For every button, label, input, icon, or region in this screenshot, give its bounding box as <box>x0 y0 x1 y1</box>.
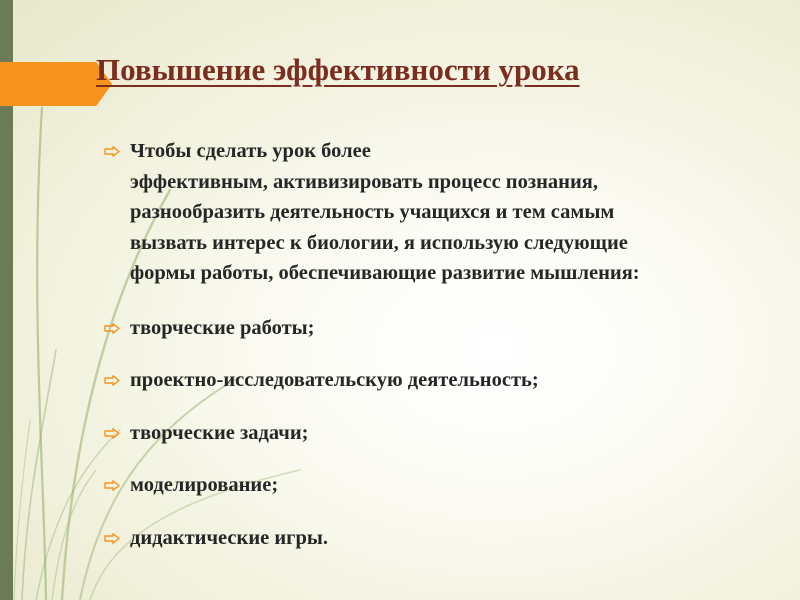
intro-line: вызвать интерес к биологии, я использую следующие <box>130 231 628 254</box>
list-item-text: творческие задачи; <box>130 421 309 444</box>
list-item <box>104 523 764 554</box>
right-arrow-outline-icon <box>104 428 120 439</box>
right-arrow-outline-icon <box>104 146 120 157</box>
right-arrow-outline-icon <box>104 323 120 334</box>
content-list <box>104 136 764 575</box>
list-item <box>104 313 764 344</box>
intro-line: эффективным, активизировать процесс познания, <box>130 170 598 193</box>
list-item-text: творческие работы; <box>130 316 315 339</box>
intro-line: разнообразить деятельность учащихся и тем самым <box>130 201 615 223</box>
list-item <box>104 470 764 501</box>
list-item-text: моделирование; <box>130 474 279 496</box>
list-item-text: проектно-исследовательскую деятельность; <box>130 369 539 391</box>
list-item-text: дидактические игры. <box>130 526 329 549</box>
intro-line: Чтобы сделать урок более <box>130 140 371 162</box>
right-arrow-outline-icon <box>104 480 120 491</box>
right-arrow-outline-icon <box>104 375 120 386</box>
intro-line: формы работы, обеспечивающие развитие мышления: <box>130 262 640 284</box>
slide-title: Повышение эффективности урока <box>96 52 580 87</box>
right-arrow-outline-icon <box>104 533 120 544</box>
intro-bullet <box>104 136 764 289</box>
list-item <box>104 418 764 449</box>
list-item <box>104 365 764 396</box>
